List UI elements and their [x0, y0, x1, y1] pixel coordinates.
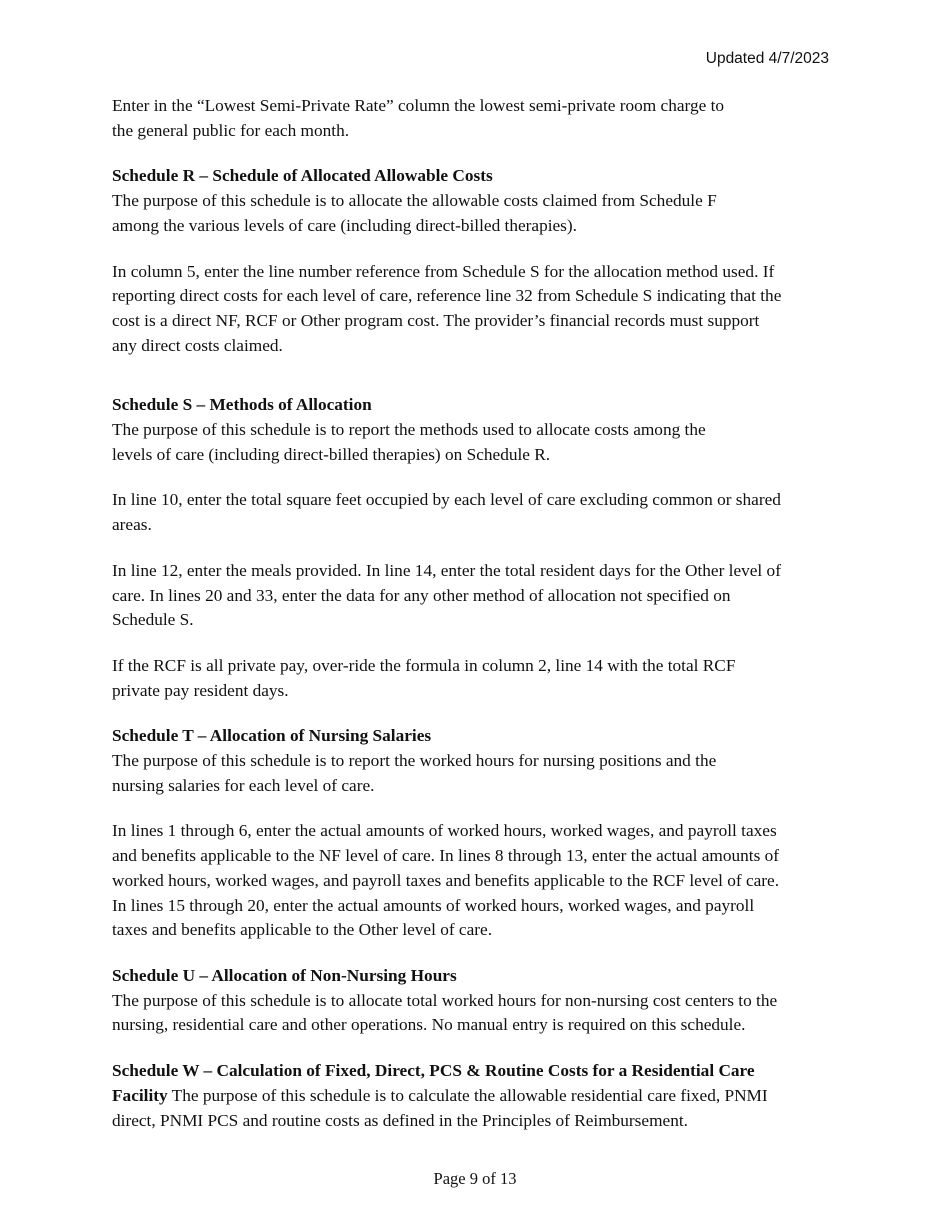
- text-line: areas.: [112, 515, 152, 535]
- text-line: The purpose of this schedule is to allocate the allowable costs claimed from Schedule F: [112, 191, 717, 211]
- text-line: Schedule S.: [112, 610, 194, 630]
- text-line: reporting direct costs for each level of care, reference line 32 from Schedule S indicating that the: [112, 286, 782, 306]
- schedule-s-purpose: [112, 418, 840, 467]
- text-line: among the various levels of care (including direct-billed therapies).: [112, 215, 577, 235]
- schedule-s-line10: [112, 488, 840, 537]
- schedule-u-heading: Schedule U – Allocation of Non-Nursing Hours: [112, 965, 457, 985]
- schedule-w-purpose: The purpose of this schedule is to calculate the allowable residential care fixed, PNMI: [167, 1085, 768, 1105]
- text-line: taxes and benefits applicable to the Other level of care.: [112, 920, 493, 940]
- schedule-r-purpose: [112, 189, 840, 238]
- schedule-s-heading: Schedule S – Methods of Allocation: [112, 395, 372, 415]
- updated-date: Updated 4/7/2023: [705, 50, 829, 67]
- text-line: The purpose of this schedule is to report the worked hours for nursing positions and the: [112, 751, 717, 771]
- text-line: direct, PNMI PCS and routine costs as defined in the Principles of Reimbursement.: [112, 1110, 688, 1130]
- text-line: any direct costs claimed.: [112, 335, 283, 355]
- schedule-t-heading: Schedule T – Allocation of Nursing Salaries: [112, 726, 432, 746]
- text-line: In lines 1 through 6, enter the actual amounts of worked hours, worked wages, and payroll taxes: [112, 821, 777, 841]
- text-line: If the RCF is all private pay, over-ride the formula in column 2, line 14 with the total RCF: [112, 655, 736, 675]
- text-line: the general public for each month.: [112, 120, 350, 140]
- text-line: In column 5, enter the line number reference from Schedule S for the allocation method used. If: [112, 261, 775, 281]
- text-line: Enter in the “Lowest Semi-Private Rate” column the lowest semi-private room charge to: [112, 96, 725, 115]
- text-line: worked hours, worked wages, and payroll taxes and benefits applicable to the RCF level of care.: [112, 870, 780, 890]
- schedule-w-heading: Schedule W – Calculation of Fixed, Direct, PCS & Routine Costs for a Residential Care: [112, 1061, 755, 1081]
- page-content: [112, 94, 840, 1133]
- schedule-t-purpose: [112, 749, 840, 798]
- text-line: nursing, residential care and other operations. No manual entry is required on this schedule.: [112, 1015, 746, 1035]
- text-line: private pay resident days.: [112, 680, 289, 700]
- schedule-u-purpose: [112, 989, 840, 1038]
- text-line: nursing salaries for each level of care.: [112, 775, 375, 795]
- schedule-r-heading: Schedule R – Schedule of Allocated Allowable Costs: [112, 166, 493, 186]
- text-line: In line 10, enter the total square feet occupied by each level of care excluding common or shared: [112, 490, 781, 510]
- text-line: cost is a direct NF, RCF or Other program cost. The provider’s financial records must support: [112, 310, 760, 330]
- text-line: The purpose of this schedule is to report the methods used to allocate costs among the: [112, 420, 706, 440]
- schedule-s-rcf: [112, 654, 840, 703]
- schedule-r-column5: [112, 260, 840, 359]
- text-line: levels of care (including direct-billed therapies) on Schedule R.: [112, 444, 551, 464]
- intro-paragraph: [112, 94, 840, 143]
- schedule-w-heading-continued: Facility: [112, 1085, 168, 1105]
- schedule-w-block: [112, 1059, 840, 1133]
- text-line: In line 12, enter the meals provided. In line 14, enter the total resident days for the Other level of: [112, 560, 781, 580]
- schedule-s-line12: [112, 559, 840, 633]
- page-number: Page 9 of 13: [433, 1169, 517, 1188]
- text-line: and benefits applicable to the NF level of care. In lines 8 through 13, enter the actual amounts of: [112, 846, 780, 866]
- text-line: [112, 1084, 840, 1109]
- schedule-t-lines: [112, 819, 840, 943]
- text-line: In lines 15 through 20, enter the actual amounts of worked hours, worked wages, and payroll: [112, 895, 755, 915]
- text-line: The purpose of this schedule is to allocate total worked hours for non-nursing cost centers to the: [112, 990, 778, 1010]
- text-line: care. In lines 20 and 33, enter the data for any other method of allocation not specified on: [112, 585, 731, 605]
